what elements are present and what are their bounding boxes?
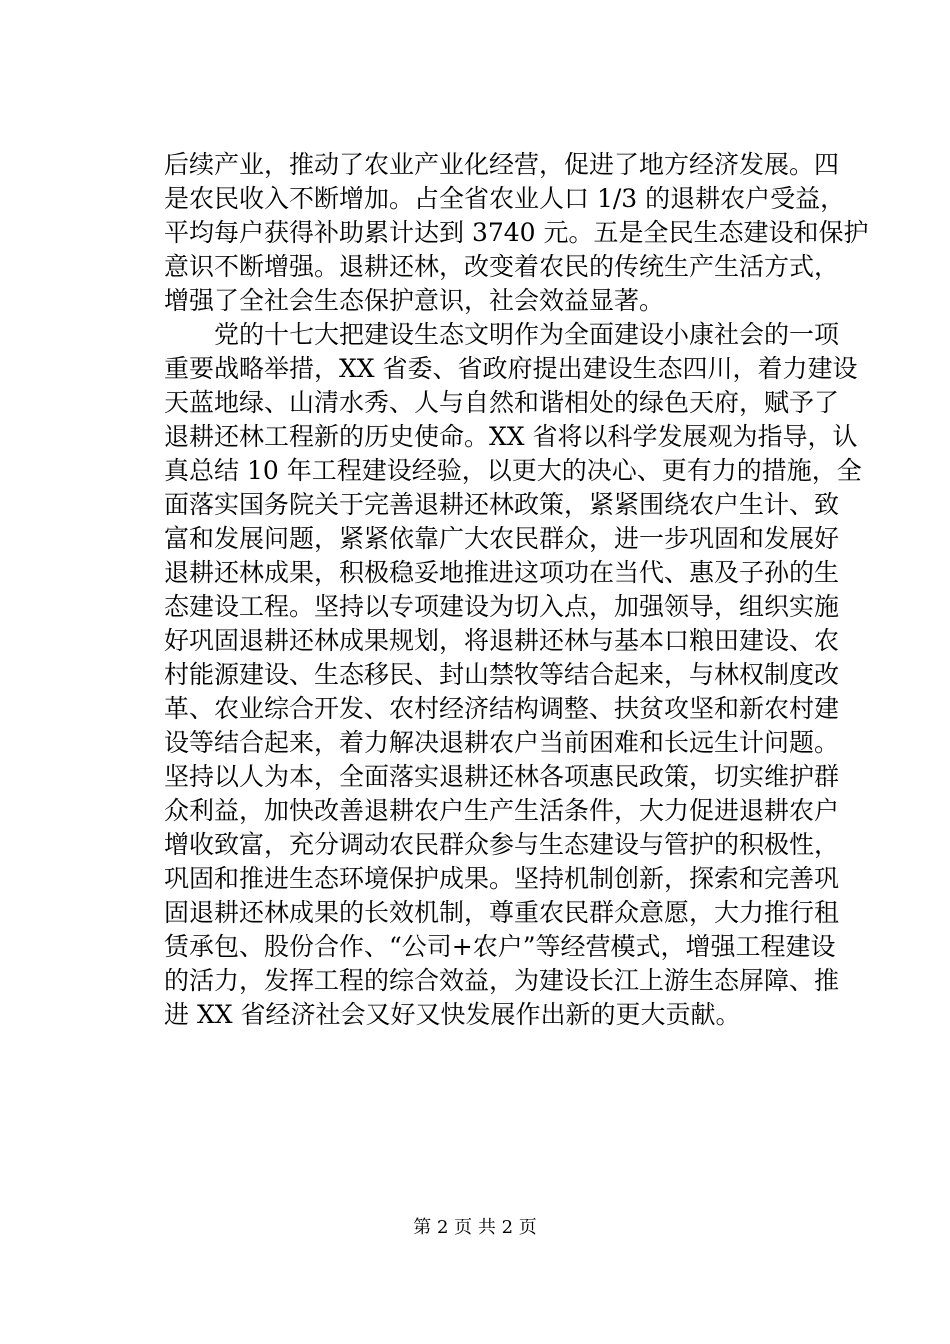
text-line: 增强了全社会生态保护意识，社会效益显著。 [164,286,665,315]
text-line: 村能源建设、生态移民、封山禁牧等结合起来，与林权制度改 [164,660,840,689]
text-line: 退耕还林工程新的历史使命。XX 省将以科学发展观为指导，认 [164,422,858,451]
text-line: 平均每户获得补助累计达到 3740 元。五是全民生态建设和保护 [164,218,869,247]
text-line: 赁承包、股份合作、“公司+农户”等经营模式，增强工程建设 [164,932,836,961]
text-line: 态建设工程。坚持以专项建设为切入点，加强领导，组织实施 [164,592,840,621]
body-text [164,148,869,1032]
text-line: 党的十七大把建设生态文明作为全面建设小康社会的一项 [164,320,840,349]
text-line: 增收致富，充分调动农民群众参与生态建设与管护的积极性， [164,830,840,859]
text-line: 真总结 10 年工程建设经验，以更大的决心、更有力的措施，全 [164,456,862,485]
text-line: 的活力，发挥工程的综合效益，为建设长江上游生态屏障、推 [164,966,840,995]
text-line: 天蓝地绿、山清水秀、人与自然和谐相处的绿色天府，赋予了 [164,388,840,417]
text-line: 意识不断增强。退耕还林，改变着农民的传统生产生活方式， [164,252,840,281]
text-line: 固退耕还林成果的长效机制，尊重农民群众意愿，大力推行租 [164,898,840,927]
text-line: 退耕还林成果，积极稳妥地推进这项功在当代、惠及子孙的生 [164,558,840,587]
page-number-footer: 第 2 页 共 2 页 [413,1217,537,1238]
text-line: 富和发展问题，紧紧依靠广大农民群众，进一步巩固和发展好 [164,524,840,553]
text-line: 众利益，加快改善退耕农户生产生活条件，大力促进退耕农户 [164,796,840,825]
text-line: 是农民收入不断增加。占全省农业人口 1/3 的退耕农户受益， [164,184,846,213]
text-line: 坚持以人为本，全面落实退耕还林各项惠民政策，切实维护群 [164,762,840,791]
text-line: 革、农业综合开发、农村经济结构调整、扶贫攻坚和新农村建 [164,694,840,723]
text-line: 重要战略举措，XX 省委、省政府提出建设生态四川，着力建设 [164,354,858,383]
text-line: 设等结合起来，着力解决退耕农户当前困难和长远生计问题。 [164,728,840,757]
text-line: 巩固和推进生态环境保护成果。坚持机制创新，探索和完善巩 [164,864,840,893]
text-line: 后续产业，推动了农业产业化经营，促进了地方经济发展。四 [164,150,840,179]
text-line: 好巩固退耕还林成果规划，将退耕还林与基本口粮田建设、农 [164,626,840,655]
text-line: 面落实国务院关于完善退耕还林政策，紧紧围绕农户生计、致 [164,490,840,519]
text-line: 进 XX 省经济社会又好又快发展作出新的更大贡献。 [164,1000,741,1029]
